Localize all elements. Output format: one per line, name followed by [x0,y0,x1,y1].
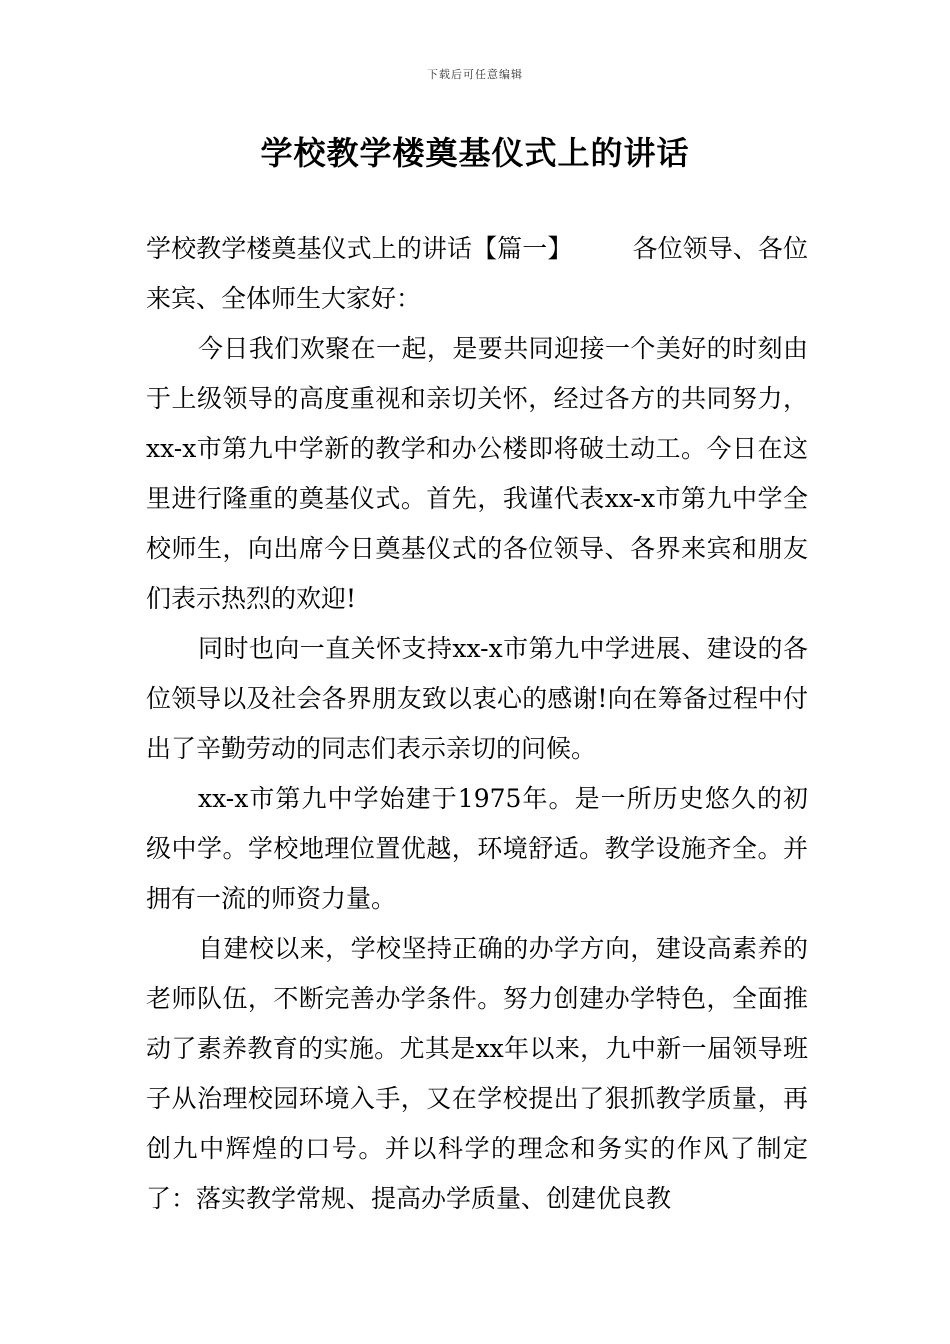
page-title: 学校教学楼奠基仪式上的讲话 [260,134,690,172]
intro-paragraph [146,224,808,324]
document-body [146,224,808,1224]
body-paragraph-2: 同时也向一直关怀支持xx-x市第九中学进展、建设的各位领导以及社会各界朋友致以衷心的感谢!向在筹备过程中付出了辛勤劳动的同志们表示亲切的问候。 [146,634,808,763]
intro-greeting: 各位领导、各位来宾、全体师生大家好： [146,234,808,313]
header-note: 下载后可任意编辑 [427,68,523,81]
body-paragraph-1: 今日我们欢聚在一起，是要共同迎接一个美好的时刻由于上级领导的高度重视和亲切关怀，经过各方的共同努力，xx-x市第九中学新的教学和办公楼即将破土动工。今日在这里进行隆重的奠基仪式。首先，我谨代表xx-x市第九中学全校师生，向出席今日奠基仪式的各位领导、各界来宾和朋友们表示热烈的欢迎! [146,334,808,613]
body-paragraph-3: xx-x市第九中学始建于1975年。是一所历史悠久的初级中学。学校地理位置优越，环境舒适。教学设施齐全。并拥有一流的师资力量。 [146,784,808,913]
intro-heading: 学校教学楼奠基仪式上的讲话【篇一】 [146,234,573,263]
body-paragraph-4: 自建校以来，学校坚持正确的办学方向，建设高素养的老师队伍，不断完善办学条件。努力创建办学特色，全面推动了素养教育的实施。尤其是xx年以来，九中新一届领导班子从治理校园环境入手，又在学校提出了狠抓教学质量，再创九中辉煌的口号。并以科学的理念和务实的作风了制定了：落实教学常规、提高办学质量、创建优良教 [146,934,808,1213]
